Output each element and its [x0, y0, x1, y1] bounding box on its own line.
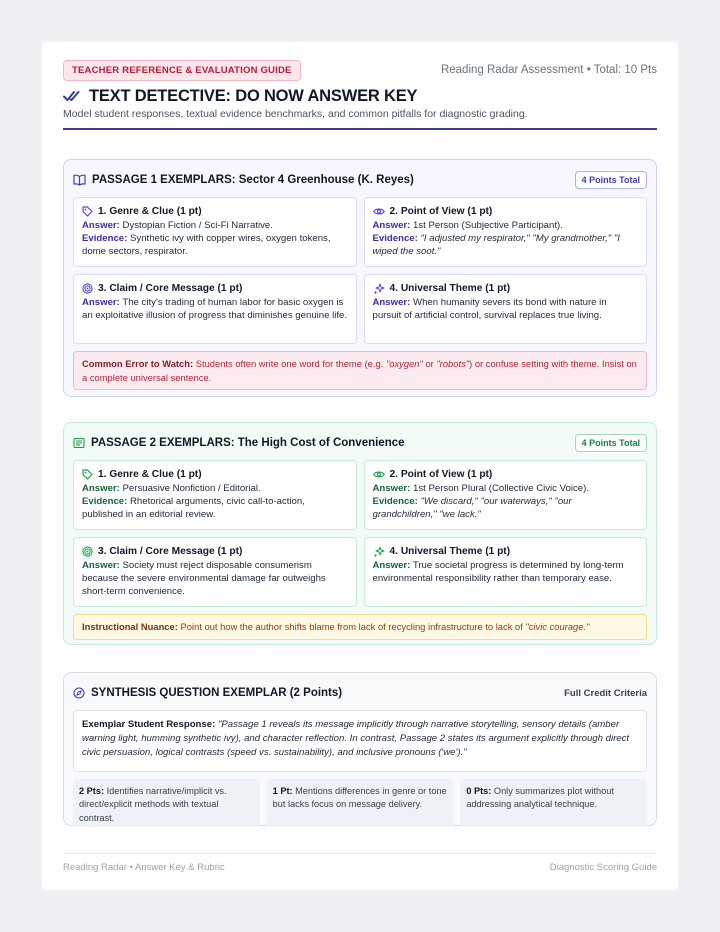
sparkles-icon — [373, 546, 385, 558]
rubric-2-pts — [73, 779, 260, 827]
evidence-label: Evidence: — [372, 232, 418, 244]
answer-text: When humanity severs its bond with nature in pursuit of artificial control, survival replaces true living. — [372, 296, 607, 321]
header-divider — [63, 128, 657, 130]
note-text: Point out how the author shifts blame from lack of recycling infrastructure to lack of — [180, 621, 523, 632]
note-text: Students often write one word for theme (e.g. — [195, 358, 384, 369]
passage-2-claim-card — [73, 537, 357, 607]
eye-icon — [373, 470, 385, 479]
answer-text: True societal progress is determined by long-term environmental responsibility rather than temporary ease. — [372, 559, 624, 584]
common-error-note — [73, 351, 647, 390]
evidence-label: Evidence: — [372, 495, 418, 507]
note-label: Instructional Nuance: — [82, 621, 178, 632]
criteria-label: Full Credit Criteria — [564, 687, 647, 699]
answer-text: Society must reject disposable consumerism because the severe environmental damage far outweighs short-term convenience. — [82, 559, 326, 597]
target-icon — [82, 546, 93, 557]
exemplar-label: Exemplar Student Response: — [82, 719, 216, 730]
passage-2-pov-card — [364, 460, 648, 530]
answer-text: Dystopian Fiction / Sci-Fi Narrative. — [122, 219, 273, 231]
passage-2-theme-card — [364, 537, 648, 607]
evidence-text: "I adjusted my respirator," "My grandmother," "I wiped the soot." — [372, 232, 620, 257]
rubric-label: 0 Pts: — [466, 786, 492, 796]
card-title: 4. Universal Theme (1 pt) — [389, 546, 511, 557]
answer-text: The city's trading of human labor for basic oxygen is an exploitative illusion of progress that diminishes genuine life. — [82, 296, 348, 321]
passage-1-claim-card — [73, 274, 357, 344]
answer-text: Persuasive Nonfiction / Editorial. — [122, 482, 261, 494]
answer-key-page — [42, 42, 678, 890]
exemplar-response — [73, 710, 647, 772]
passage-1-section — [63, 159, 657, 397]
footer-left: Reading Radar • Answer Key & Rubric — [63, 862, 225, 873]
rubric-text: Only summarizes plot without addressing analytical technique. — [466, 786, 614, 810]
note-text: ) or confuse setting with theme. Insist on a complete universal sentence. — [82, 358, 637, 383]
compass-icon — [73, 687, 85, 699]
answer-label: Answer: — [372, 219, 411, 231]
sparkles-icon — [373, 283, 385, 295]
exemplar-text: "Passage 1 reveals its message implicitly through narrative storytelling, sensory details (amber warning light, humming synthetic ivy), and character reflection. In contrast, Passage 2 states its argument explicitly through direct civic persuasion, logical contrasts (speed vs. sustainability), and inclusive pronouns ('we')." — [82, 719, 630, 758]
note-quote: "robots" — [436, 358, 470, 369]
page-footer — [63, 853, 657, 877]
card-title: 4. Universal Theme (1 pt) — [389, 283, 511, 294]
instructional-nuance-note — [73, 614, 647, 640]
card-title: 2. Point of View (1 pt) — [389, 206, 493, 217]
passage-1-genre-card — [73, 197, 357, 267]
page-title: TEXT DETECTIVE: DO NOW ANSWER KEY — [89, 86, 418, 105]
evidence-label: Evidence: — [82, 232, 128, 244]
card-title: 1. Genre & Clue (1 pt) — [98, 206, 202, 217]
answer-label: Answer: — [82, 559, 120, 571]
evidence-text: Rhetorical arguments, civic call-to-action, published in an editorial review. — [82, 495, 305, 520]
answer-label: Answer: — [372, 482, 411, 494]
note-quote: "civic courage." — [525, 621, 590, 632]
passage-1-title: PASSAGE 1 EXEMPLARS: Sector 4 Greenhouse (K. Reyes) — [92, 174, 414, 186]
rubric-0-pts — [460, 779, 647, 827]
title-row — [63, 85, 657, 107]
rubric-label: 2 Pts: — [79, 786, 105, 796]
passage-1-theme-card — [364, 274, 648, 344]
tag-icon — [82, 469, 93, 480]
passage-1-pov-card — [364, 197, 648, 267]
rubric-text: Mentions differences in genre or tone but lacks focus on message delivery. — [272, 786, 447, 810]
answer-label: Answer: — [82, 482, 120, 494]
answer-label: Answer: — [82, 296, 120, 308]
answer-text: 1st Person Plural (Collective Civic Voice). — [413, 482, 589, 494]
rubric-grid — [73, 779, 647, 827]
answer-label: Answer: — [82, 219, 120, 231]
evidence-text: Synthetic ivy with copper wires, oxygen tokens, dome sectors, respirator. — [82, 232, 331, 257]
evidence-label: Evidence: — [82, 495, 128, 507]
newspaper-icon — [73, 437, 85, 449]
passage-1-points-badge: 4 Points Total — [575, 171, 647, 189]
note-label: Common Error to Watch: — [82, 358, 194, 369]
eye-icon — [373, 207, 385, 216]
passage-2-points-badge: 4 Points Total — [575, 434, 647, 452]
card-title: 1. Genre & Clue (1 pt) — [98, 469, 202, 480]
tag-icon — [82, 206, 93, 217]
rubric-label: 1 Pt: — [272, 786, 293, 796]
page-subtitle: Model student responses, textual evidence benchmarks, and common pitfalls for diagnostic grading. — [63, 108, 528, 120]
evidence-text: "We discard," "our waterways," "our grandchildren," "we lack." — [372, 495, 572, 520]
passage-2-section — [63, 422, 657, 645]
target-icon — [82, 283, 93, 294]
reference-badge: TEACHER REFERENCE & EVALUATION GUIDE — [63, 60, 301, 81]
card-title: 3. Claim / Core Message (1 pt) — [98, 283, 243, 294]
book-open-icon — [73, 174, 86, 186]
rubric-1-pt — [267, 779, 454, 827]
synthesis-section — [63, 672, 657, 826]
passage-2-title: PASSAGE 2 EXEMPLARS: The High Cost of Convenience — [91, 437, 405, 449]
answer-label: Answer: — [372, 559, 411, 571]
answer-label: Answer: — [372, 296, 411, 308]
card-title: 3. Claim / Core Message (1 pt) — [98, 546, 243, 557]
synthesis-title: SYNTHESIS QUESTION EXEMPLAR (2 Points) — [91, 687, 343, 699]
double-check-icon — [63, 89, 81, 103]
answer-text: 1st Person (Subjective Participant). — [413, 219, 563, 231]
passage-2-genre-card — [73, 460, 357, 530]
note-text: or — [425, 358, 434, 369]
assessment-meta: Reading Radar Assessment • Total: 10 Pts — [440, 64, 657, 76]
rubric-text: Identifies narrative/implicit vs. direct/explicit methods with textual contrast. — [79, 786, 227, 823]
note-quote: "oxygen" — [385, 358, 423, 369]
card-title: 2. Point of View (1 pt) — [389, 469, 493, 480]
footer-right: Diagnostic Scoring Guide — [549, 862, 657, 873]
header-top — [63, 60, 657, 80]
